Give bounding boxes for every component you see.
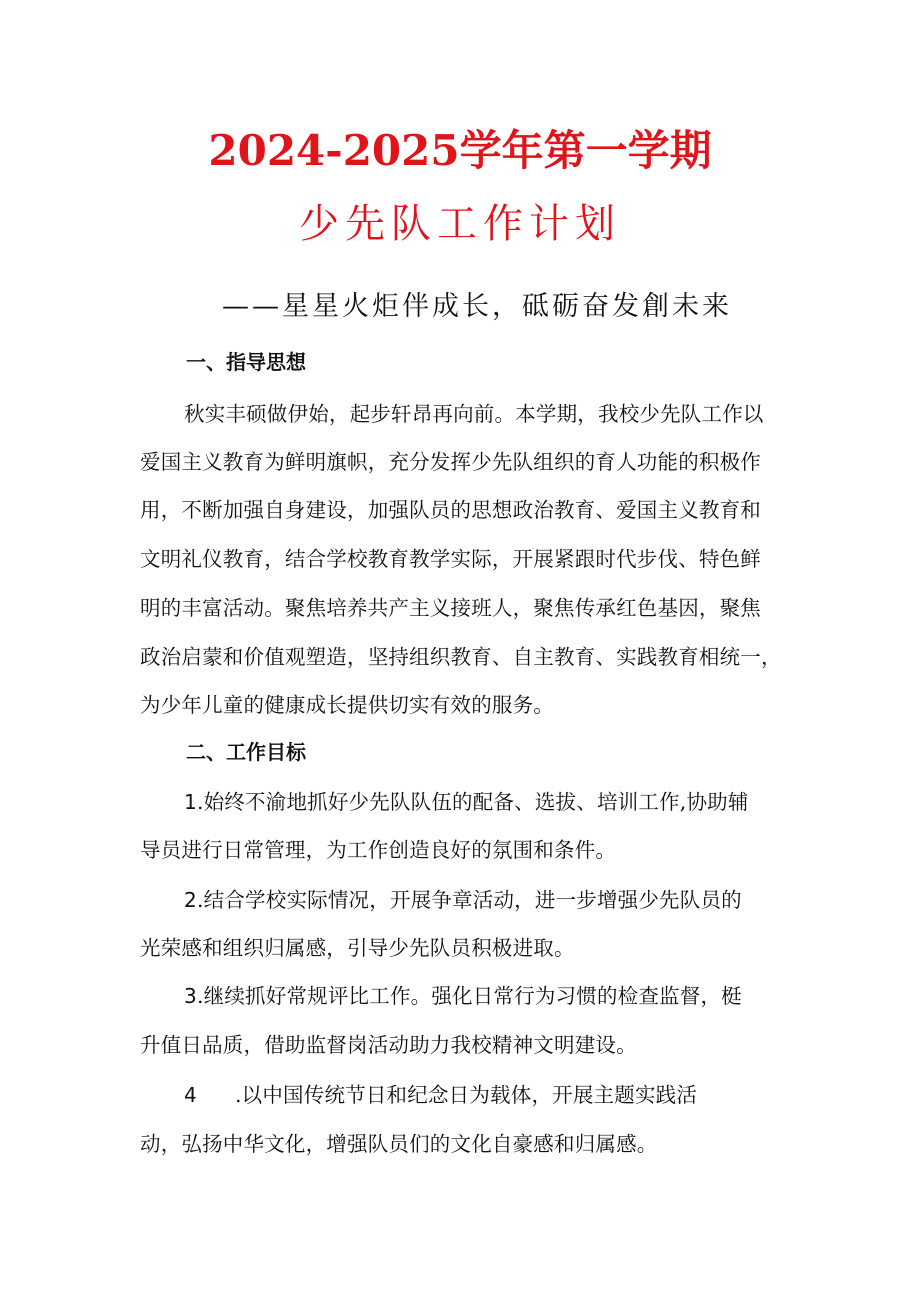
goal-item-number: 3 xyxy=(184,984,197,1008)
document-title-line1: 2024-2025学年第一学期 xyxy=(208,126,712,175)
document-title-line2: 少先队工作计划 xyxy=(299,201,621,247)
paragraph-line: 用，不断加强自身建设，加强队员的思想政治教育、爱国主义教育和 xyxy=(140,498,761,522)
paragraph-line: 爱国主义教育为鲜明旗帜，充分发挥少先队组织的育人功能的积极作 xyxy=(140,450,761,474)
goal-item-2-line1 xyxy=(184,883,784,913)
section-heading-work-goals: 二、工作目标 xyxy=(186,740,306,764)
paragraph-line: 文明礼仪教育，结合学校教育教学实际，开展紧跟时代步伐、特色鲜 xyxy=(140,547,761,571)
goal-item-text: .继续抓好常规评比工作。强化日常行为习惯的检查监督，梃 xyxy=(196,984,742,1008)
goal-item-text: .以中国传统节日和纪念日为载体，开展主题实践活 xyxy=(234,1083,698,1107)
goal-item-4-line2: 动，弘扬中华文化，增强队员们的文化自豪感和归属感。 xyxy=(140,1132,658,1156)
goal-item-1-line2: 导员进行日常管理，为工作创造良好的氛围和条件。 xyxy=(140,838,617,862)
goal-item-number: 4 xyxy=(184,1083,197,1107)
paragraph-line: 为少年儿童的健康成长提供切实有效的服务。 xyxy=(140,693,554,717)
document-subtitle: ——星星火炬伴成长，砥砺奋发創未来 xyxy=(222,291,732,322)
goal-item-number: 2 xyxy=(184,888,197,912)
goal-item-3-line2: 升值日品质，借助监督岗活动助力我校精神文明建设。 xyxy=(140,1033,637,1057)
goal-item-3-line1 xyxy=(184,979,784,1009)
goal-item-4-line1 xyxy=(184,1078,784,1108)
paragraph-line: 秋实丰硕做伊始，起步轩昂再向前。本学期，我校少先队工作以 xyxy=(184,402,764,426)
goal-item-number: 1 xyxy=(184,790,197,814)
section-heading-guiding-thought: 一、指导思想 xyxy=(186,350,306,374)
goal-item-text: .结合学校实际情况，开展争章活动，进一步增强少先队员的 xyxy=(196,888,742,912)
goal-item-2-line2: 光荣感和组织归属感，引导少先队员积极进取。 xyxy=(140,936,575,960)
goal-item-text: .始终不渝地抓好少先队队伍的配备、选拔、培训工作,协助辅 xyxy=(196,790,749,814)
paragraph-line: 明的丰富活动。聚焦培养共产主义接班人，聚焦传承红色基因，聚焦 xyxy=(140,596,761,620)
paragraph-line: 政治启蒙和价值观塑造，坚持组织教育、自主教育、实践教育相统一， xyxy=(140,645,782,669)
goal-item-1-line1 xyxy=(184,785,784,815)
